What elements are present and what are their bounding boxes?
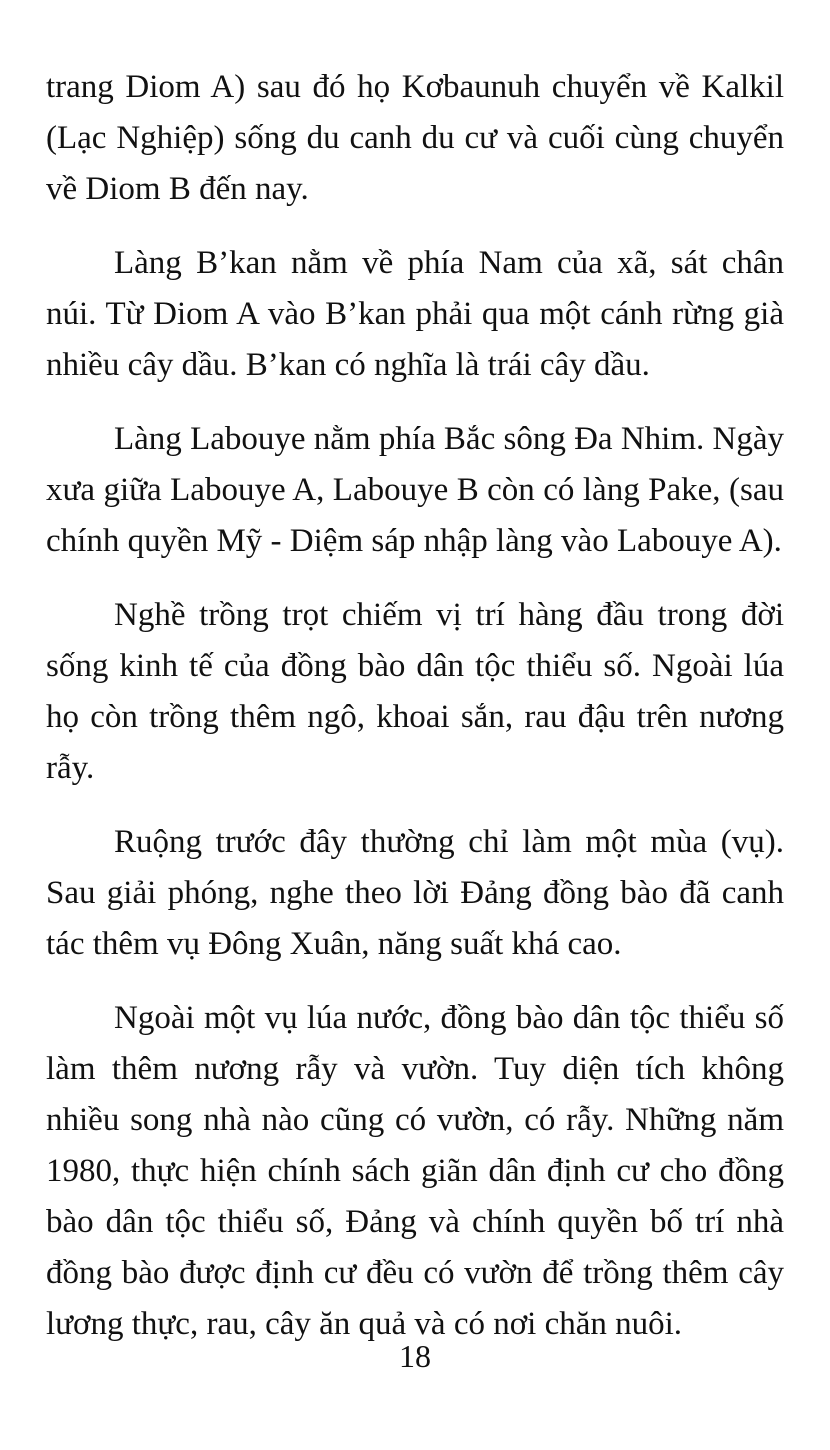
paragraph-gardens: Ngoài một vụ lúa nước, đồng bào dân tộc thiểu số làm thêm nương rẫy và vườn. Tuy diện tích không nhiều song nhà nào cũng có vườn, có rẫy. Những năm 1980, thực hiện chính sách giãn dân định cư cho đồng bào dân tộc thiểu số, Đảng và chính quyền bố trí nhà đồng bào được định cư đều có vườn để trồng thêm cây lương thực, rau, cây ăn quả và có nơi chăn nuôi. bbox=[46, 1000, 784, 1342]
page-body bbox=[46, 62, 784, 1373]
paragraph-labouye-village: Làng Labouye nằm phía Bắc sông Đa Nhim. Ngày xưa giữa Labouye A, Labouye B còn có làng Pake, (sau chính quyền Mỹ - Diệm sáp nhập làng vào Labouye A). bbox=[46, 421, 784, 559]
paragraph-rice-fields: Ruộng trước đây thường chỉ làm một mùa (vụ). Sau giải phóng, nghe theo lời Đảng đồng bào đã canh tác thêm vụ Đông Xuân, năng suất khá cao. bbox=[46, 824, 784, 962]
paragraph-farming: Nghề trồng trọt chiếm vị trí hàng đầu trong đời sống kinh tế của đồng bào dân tộc thiểu số. Ngoài lúa họ còn trồng thêm ngô, khoai sắn, rau đậu trên nương rẫy. bbox=[46, 597, 784, 786]
page-number: 18 bbox=[399, 1338, 431, 1374]
paragraph-continued: trang Diom A) sau đó họ Kơbaunuh chuyển về Kalkil (Lạc Nghiệp) sống du canh du cư và cuối cùng chuyển về Diom B đến nay. bbox=[46, 69, 784, 207]
paragraph-bkan-village: Làng B’kan nằm về phía Nam của xã, sát chân núi. Từ Diom A vào B’kan phải qua một cánh rừng già nhiều cây dầu. B’kan có nghĩa là trái cây dầu. bbox=[46, 245, 784, 383]
